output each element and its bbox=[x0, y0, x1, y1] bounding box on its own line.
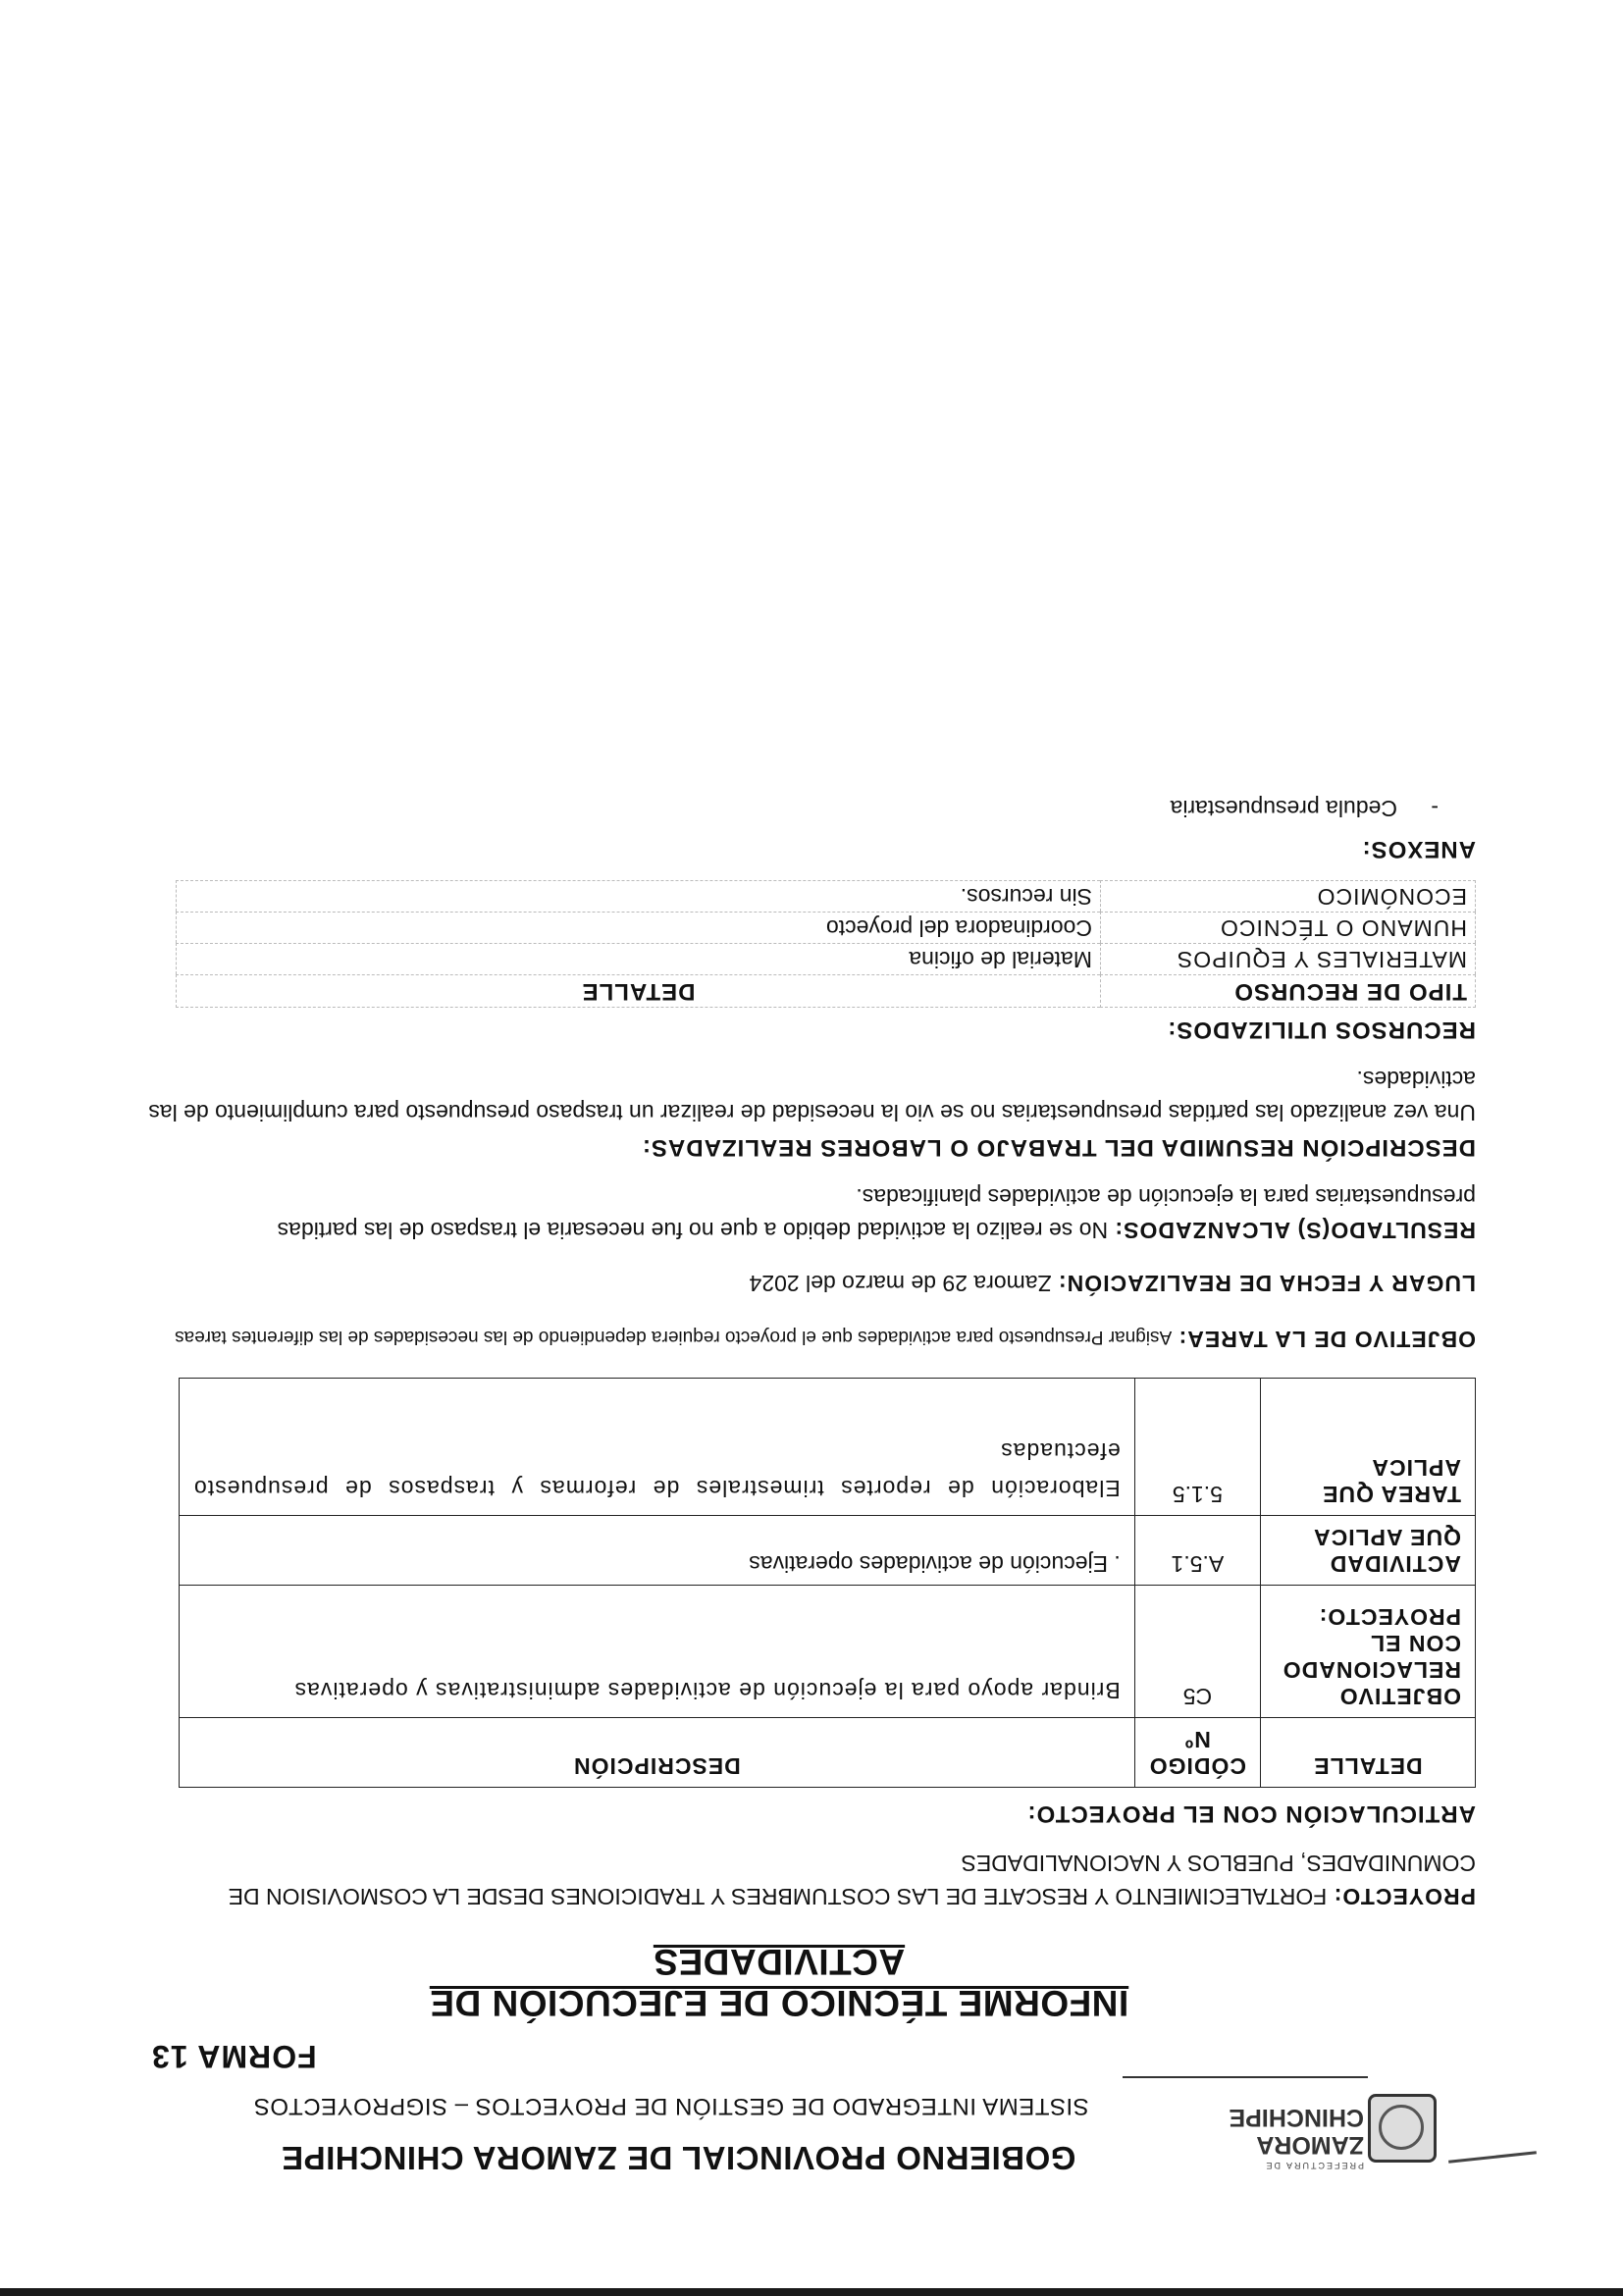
work-description-title: DESCRIPCIÓN RESUMIDA DEL TRABAJO O LABORES REALIZADAS: bbox=[641, 1134, 1476, 1161]
logo-prefecture-text: PREFECTURA DE bbox=[1264, 2161, 1364, 2170]
table-row bbox=[180, 1516, 1476, 1586]
scan-edge bbox=[0, 2288, 1623, 2296]
task-objective-label: OBJETIVO DE LA TAREA: bbox=[1178, 1327, 1476, 1352]
task-objective-paragraph bbox=[146, 1320, 1476, 1356]
row-descripcion: . Ejecución de actividades operativas bbox=[180, 1516, 1135, 1586]
resource-type: MATERIALES Y EQUIPOS bbox=[1101, 944, 1476, 975]
results-value: No se realizo la actividad debido a que no fue necesaria el traspaso de las partidas presupuestarias para la ejecución de actividades planificadas. bbox=[277, 1184, 1476, 1243]
header-detalle: DETALLE bbox=[1261, 1718, 1476, 1788]
form-number: FORMA 13 bbox=[151, 2039, 317, 2074]
table-header-row bbox=[177, 975, 1476, 1008]
list-bullet: - bbox=[1431, 796, 1439, 821]
row-codigo: A.5.1 bbox=[1134, 1516, 1260, 1586]
header-codigo: CÓDIGO Nº bbox=[1134, 1718, 1260, 1788]
list-item bbox=[146, 795, 1439, 821]
row-descripcion: Brindar apoyo para la ejecución de actividades administrativas y operativas bbox=[180, 1586, 1135, 1718]
project-label: PROYECTO: bbox=[1333, 1884, 1476, 1909]
project-paragraph bbox=[146, 1847, 1476, 1913]
place-date-value: Zamora 29 de marzo del 2024 bbox=[749, 1271, 1052, 1296]
row-codigo: C5 bbox=[1134, 1586, 1260, 1718]
table-row bbox=[180, 1586, 1476, 1718]
table-row bbox=[177, 944, 1476, 975]
system-title: SISTEMA INTEGRADO DE GESTIÓN DE PROYECTOS – SIGPROYECTOS bbox=[253, 2093, 1089, 2119]
document-header bbox=[146, 1942, 1476, 2180]
resource-detail: Sin recursos. bbox=[177, 881, 1101, 913]
row-detalle: TAREA QUE APLICA bbox=[1261, 1379, 1476, 1516]
header-detalle: DETALLE bbox=[177, 975, 1101, 1008]
project-value: FORTALECIMIENTO Y RESCATE DE LAS COSTUMBRES Y TRADICIONES DESDE LA COSMOVISION DE COMUNIDADES, PUEBLOS Y NACIONALIDADES bbox=[228, 1851, 1476, 1909]
report-title: INFORME TÉCNICO DE EJECUCIÓN DE ACTIVIDADES bbox=[429, 1942, 1129, 2023]
table-row bbox=[177, 913, 1476, 944]
resources-table bbox=[176, 880, 1476, 1008]
articulation-table bbox=[179, 1378, 1476, 1788]
table-header-row bbox=[180, 1718, 1476, 1788]
results-label: RESULTADO(S) ALCANZADOS: bbox=[1114, 1218, 1476, 1243]
coat-of-arms-icon bbox=[1368, 2094, 1437, 2163]
annex-item: Cedula presupuestaria bbox=[1170, 796, 1397, 821]
logo-divider bbox=[1123, 2076, 1368, 2078]
government-title: GOBIERNO PROVINCIAL DE ZAMORA CHINCHIPE bbox=[281, 2140, 1076, 2176]
place-date-label: LUGAR Y FECHA DE REALIZACIÓN: bbox=[1058, 1271, 1476, 1296]
table-row bbox=[180, 1379, 1476, 1516]
row-codigo: 5.1.5 bbox=[1134, 1379, 1260, 1516]
annex-list bbox=[146, 795, 1439, 821]
row-descripcion: Elaboración de reportes trimestrales de reformas y traspasos de presupuesto efectuadas bbox=[180, 1379, 1135, 1516]
place-date-paragraph bbox=[146, 1267, 1476, 1300]
results-paragraph bbox=[146, 1180, 1476, 1247]
table-row bbox=[177, 881, 1476, 913]
prefecture-logo bbox=[1230, 2043, 1437, 2180]
header-descripcion: DESCRIPCIÓN bbox=[180, 1718, 1135, 1788]
logo-word-zamora: ZAMORA bbox=[1256, 2131, 1364, 2159]
row-detalle: ACTIVIDAD QUE APLICA bbox=[1261, 1516, 1476, 1586]
resource-detail: Coordinadora del proyecto bbox=[177, 913, 1101, 944]
resources-title: RECURSOS UTILIZADOS: bbox=[1167, 1017, 1476, 1043]
resource-detail: Material de oficina bbox=[177, 944, 1101, 975]
annexes-title: ANEXOS: bbox=[1361, 836, 1476, 862]
resource-type: HUMANO O TÉCNICO bbox=[1101, 913, 1476, 944]
work-description-value: Una vez analizado las partidas presupuestarias no se vio la necesidad de realizar un traspaso presupuesto para cumplimiento de las actividades. bbox=[148, 1067, 1476, 1125]
task-objective-value: Asignar Presupuesto para actividades que el proyecto requiera dependiendo de las necesidades de las diferentes tareas bbox=[175, 1327, 1173, 1347]
resource-type: ECONÓMICO bbox=[1101, 881, 1476, 913]
row-detalle: OBJETIVO RELACIONADO CON EL PROYECTO: bbox=[1261, 1586, 1476, 1718]
articulation-title: ARTICULACIÓN CON EL PROYECTO: bbox=[1026, 1800, 1476, 1827]
report-body bbox=[146, 795, 1476, 1913]
logo-word-chinchipe: CHINCHIPE bbox=[1229, 2104, 1364, 2131]
header-tipo: TIPO DE RECURSO bbox=[1101, 975, 1476, 1008]
